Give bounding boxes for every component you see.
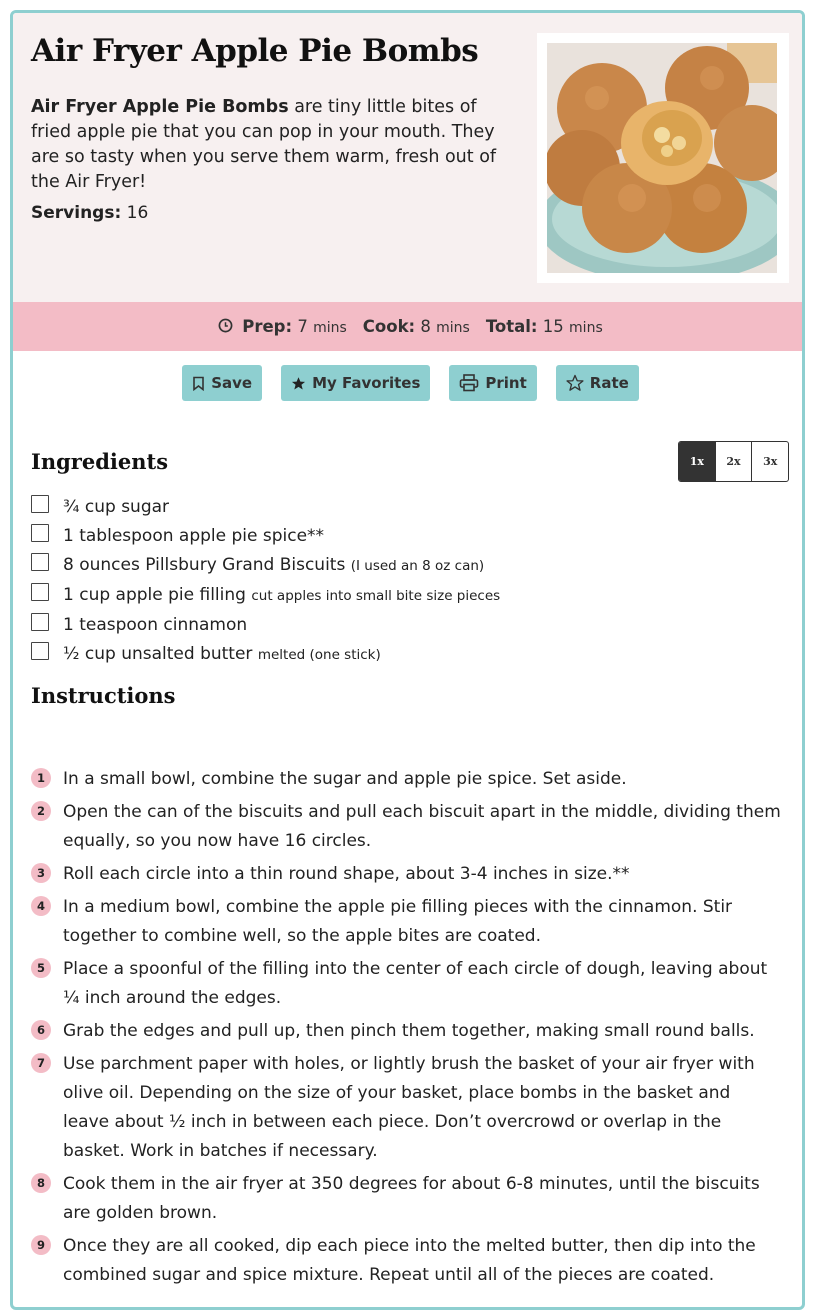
ingredient-item [31, 642, 500, 667]
ingredient-note: cut apples into small bite size pieces [251, 588, 501, 604]
instructions-list [31, 765, 781, 1294]
step-number: 3 [31, 863, 51, 883]
instruction-step [31, 765, 781, 794]
ingredient-note: (I used an 8 oz can) [350, 558, 485, 574]
rate-label: Rate [589, 374, 629, 392]
step-text: Roll each circle into a thin round shape, about 3-4 inches in size.** [63, 864, 630, 884]
printer-icon [459, 374, 479, 392]
prep-time [218, 317, 347, 336]
instruction-step [31, 1170, 781, 1228]
ingredient-checkbox[interactable] [31, 495, 49, 513]
summary-bold: Air Fryer Apple Pie Bombs [31, 97, 289, 117]
step-number: 9 [31, 1235, 51, 1255]
favorites-label: My Favorites [312, 374, 421, 392]
cook-value: 8 [420, 317, 431, 336]
recipe-header [13, 13, 805, 302]
servings-scale-toggle [678, 441, 789, 482]
instruction-step [31, 893, 781, 951]
servings [31, 203, 148, 223]
prep-value: 7 [297, 317, 308, 336]
ingredient-checkbox[interactable] [31, 583, 49, 601]
ingredient-text: 1 cup apple pie filling [63, 585, 246, 605]
total-time [486, 317, 603, 336]
recipe-photo-frame [537, 33, 789, 283]
recipe-photo [547, 43, 777, 273]
ingredient-checkbox[interactable] [31, 613, 49, 631]
instruction-step [31, 1232, 781, 1290]
ingredients-heading: Ingredients [31, 449, 169, 474]
step-text: Grab the edges and pull up, then pinch them together, making small round balls. [63, 1021, 755, 1041]
ingredient-item [31, 495, 500, 519]
print-label: Print [485, 374, 527, 392]
step-text: Once they are all cooked, dip each piece into the melted butter, then dip into the combined sugar and spice mixture. Repeat until all of the pieces are coated. [63, 1236, 756, 1285]
step-number: 7 [31, 1053, 51, 1073]
bookmark-icon [192, 376, 205, 391]
save-button[interactable] [182, 365, 262, 401]
step-text: Cook them in the air fryer at 350 degrees for about 6-8 minutes, until the biscuits are golden brown. [63, 1174, 760, 1223]
prep-label: Prep: [242, 317, 293, 336]
step-number: 2 [31, 801, 51, 821]
total-value: 15 [542, 317, 564, 336]
ingredient-text: 1 teaspoon cinnamon [63, 615, 248, 635]
scale-2x-button[interactable]: 2x [715, 442, 752, 481]
print-button[interactable] [449, 365, 536, 401]
recipe-title: Air Fryer Apple Pie Bombs [31, 33, 479, 69]
step-text: In a medium bowl, combine the apple pie filling pieces with the cinnamon. Stir together to combine well, so the apple bites are coated. [63, 897, 733, 946]
star-filled-icon [291, 376, 306, 391]
clock-icon [218, 318, 233, 333]
instruction-step [31, 798, 781, 856]
scale-3x-button[interactable]: 3x [751, 442, 788, 481]
step-number: 8 [31, 1173, 51, 1193]
rate-button[interactable] [556, 365, 639, 401]
ingredient-text: 8 ounces Pillsbury Grand Biscuits [63, 555, 346, 575]
cook-unit: mins [436, 320, 470, 336]
total-label: Total: [485, 317, 538, 336]
step-text: Place a spoonful of the filling into the center of each circle of dough, leaving about ¼ inch around the edges. [63, 959, 768, 1008]
step-number: 1 [31, 768, 51, 788]
ingredient-text: ½ cup unsalted butter [63, 644, 253, 664]
ingredient-item [31, 553, 500, 578]
summary-text: are tiny little bites of fried apple pie that you can pop in your mouth. They are so tasty when you serve them warm, fresh out of the Air Fryer! [31, 97, 497, 192]
ingredient-note: melted (one stick) [257, 647, 381, 663]
instruction-step [31, 1017, 781, 1046]
scale-1x-button[interactable]: 1x [679, 442, 715, 481]
ingredient-text: 1 tablespoon apple pie spice** [63, 526, 325, 546]
instruction-step [31, 1050, 781, 1166]
recipe-card [10, 10, 805, 1310]
servings-value: 16 [126, 203, 149, 223]
recipe-summary [31, 95, 501, 195]
step-text: In a small bowl, combine the sugar and apple pie spice. Set aside. [63, 769, 627, 789]
recipe-times-bar [13, 302, 805, 351]
ingredient-item [31, 613, 500, 637]
instructions-heading: Instructions [31, 683, 176, 708]
cook-label: Cook: [362, 317, 416, 336]
my-favorites-button[interactable] [281, 365, 430, 401]
ingredient-checkbox[interactable] [31, 642, 49, 660]
ingredients-list [31, 495, 500, 672]
total-unit: mins [569, 320, 603, 336]
step-number: 5 [31, 958, 51, 978]
cook-time [363, 317, 470, 336]
step-text: Use parchment paper with holes, or lightly brush the basket of your air fryer with olive oil. Depending on the size of your basket, place bombs in the basket and leave about ½ inch in between each piece. Don’t overcrowd or overlap in the basket. Work in batches if necessary. [63, 1054, 755, 1161]
ingredient-checkbox[interactable] [31, 524, 49, 542]
save-label: Save [211, 374, 253, 392]
prep-unit: mins [313, 320, 347, 336]
servings-label: Servings: [31, 203, 122, 223]
step-number: 6 [31, 1020, 51, 1040]
ingredient-checkbox[interactable] [31, 553, 49, 571]
ingredient-text: ¾ cup sugar [63, 497, 170, 517]
step-text: Open the can of the biscuits and pull each biscuit apart in the middle, dividing them equally, so you now have 16 circles. [63, 802, 781, 851]
star-outline-icon [566, 374, 584, 392]
ingredient-item [31, 583, 500, 608]
step-number: 4 [31, 896, 51, 916]
instruction-step [31, 955, 781, 1013]
ingredient-item [31, 524, 500, 548]
recipe-actions [13, 365, 805, 401]
instruction-step [31, 860, 781, 889]
